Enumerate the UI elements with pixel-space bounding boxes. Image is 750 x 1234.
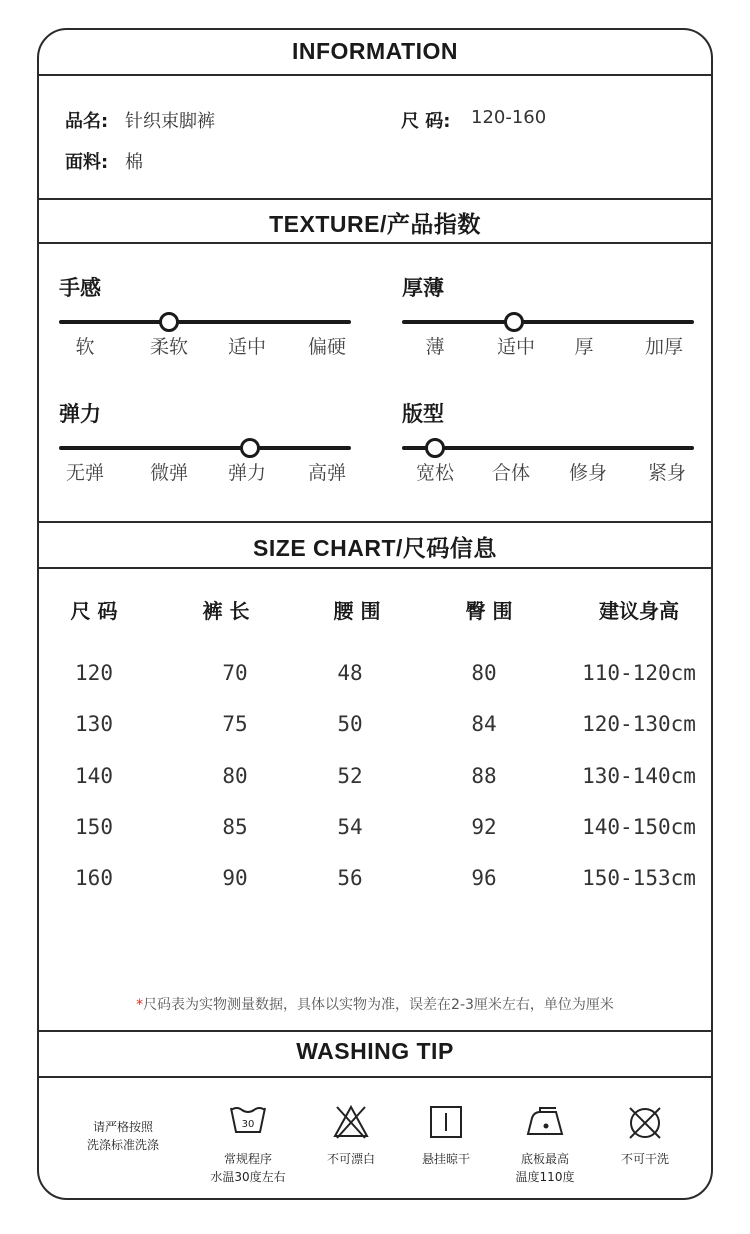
texture-slider-knob <box>159 312 179 332</box>
note-text: 尺码表为实物测量数据，具体以实物为准，误差在2-3厘米左右，单位为厘米 <box>143 997 614 1013</box>
texture-slider-knob <box>504 312 524 332</box>
size-chart-title: SIZE CHART/尺码信息 <box>253 535 497 561</box>
texture-tick-label: 偏硬 <box>307 336 347 358</box>
washing-intro <box>87 1118 159 1154</box>
table-cell: 84 <box>471 712 497 737</box>
texture-slider-track <box>402 320 694 324</box>
texture-group-title: 版型 <box>402 402 444 426</box>
wash-30-icon <box>228 1104 268 1138</box>
texture-group-title: 弹力 <box>59 402 101 426</box>
texture-slider-track <box>59 446 351 450</box>
name-value: 针织束脚裤 <box>125 111 215 132</box>
no-bleach-icon <box>332 1104 370 1140</box>
table-header-cell: 腰 围 <box>333 599 381 623</box>
iron-icon <box>526 1106 564 1138</box>
washing-caption <box>422 1150 470 1168</box>
note-star: * <box>136 997 144 1013</box>
table-cell: 120 <box>75 661 113 685</box>
washing-caption-line1: 常规程序 <box>223 1152 272 1166</box>
divider <box>39 74 711 76</box>
washing-caption <box>210 1150 285 1186</box>
table-cell: 150-153cm <box>582 866 696 891</box>
table-header-cell: 尺 码 <box>70 599 118 623</box>
washing-caption-line1: 底板最高 <box>520 1152 569 1166</box>
fabric-label: 面料: <box>65 152 109 173</box>
table-cell: 160 <box>75 866 113 891</box>
table-cell: 150 <box>75 814 113 839</box>
texture-tick-label: 柔软 <box>149 336 189 358</box>
table-cell: 52 <box>337 763 363 788</box>
washing-caption <box>621 1150 669 1168</box>
table-header-cell: 建议身高 <box>599 599 679 623</box>
divider <box>39 521 711 523</box>
table-cell: 120-130cm <box>582 712 696 737</box>
wash-temp-text: 30 <box>241 1119 255 1130</box>
table-cell: 70 <box>222 661 248 685</box>
washing-caption-line1: 不可干洗 <box>620 1152 670 1166</box>
table-header-cell: 臀 围 <box>465 599 513 623</box>
table-cell: 48 <box>337 661 363 685</box>
hang-dry-icon <box>429 1105 463 1139</box>
washing-caption-line1: 悬挂晾干 <box>421 1152 471 1166</box>
name-label: 品名: <box>65 111 109 132</box>
table-cell: 130-140cm <box>582 763 696 788</box>
texture-tick-label: 加厚 <box>644 336 684 358</box>
table-cell: 85 <box>222 814 248 839</box>
size-value: 120-160 <box>471 107 547 128</box>
table-cell: 75 <box>222 712 248 737</box>
texture-group-title: 手感 <box>59 276 101 300</box>
table-cell: 130 <box>75 712 113 737</box>
table-cell: 88 <box>471 763 497 788</box>
washing-caption-line1: 不可漂白 <box>326 1152 376 1166</box>
table-header-cell: 裤 长 <box>202 599 250 623</box>
table-cell: 140 <box>75 763 113 788</box>
divider <box>39 242 711 244</box>
info-card <box>37 28 713 1200</box>
divider <box>39 567 711 569</box>
texture-slider-knob <box>425 438 445 458</box>
table-cell: 96 <box>471 866 497 891</box>
fabric-value: 棉 <box>125 152 143 173</box>
table-cell: 50 <box>337 712 363 737</box>
divider <box>39 1030 711 1032</box>
texture-group-title: 厚薄 <box>402 276 444 300</box>
texture-tick-label: 弹力 <box>227 462 267 484</box>
washing-caption <box>516 1150 575 1186</box>
texture-tick-label: 厚 <box>574 336 594 358</box>
texture-tick-label: 微弹 <box>149 462 189 484</box>
no-dry-clean-icon <box>626 1104 664 1142</box>
texture-tick-label: 修身 <box>568 462 608 484</box>
divider <box>39 1076 711 1078</box>
table-cell: 80 <box>222 763 248 788</box>
texture-tick-label: 紧身 <box>647 462 687 484</box>
table-cell: 90 <box>222 866 248 891</box>
information-title: INFORMATION <box>291 38 459 64</box>
texture-tick-label: 宽松 <box>415 462 455 484</box>
divider <box>39 198 711 200</box>
texture-tick-label: 高弹 <box>307 462 347 484</box>
washing-caption <box>327 1150 375 1168</box>
texture-tick-label: 薄 <box>425 336 445 358</box>
texture-slider-knob <box>240 438 260 458</box>
washing-intro-line1: 请严格按照 <box>92 1120 154 1134</box>
texture-title: TEXTURE/产品指数 <box>269 211 481 237</box>
table-cell: 56 <box>337 866 363 891</box>
texture-tick-label: 无弹 <box>65 462 105 484</box>
texture-tick-label: 适中 <box>227 336 267 358</box>
table-cell: 54 <box>337 814 363 839</box>
texture-tick-label: 合体 <box>491 462 531 484</box>
size-label: 尺 码: <box>401 111 451 132</box>
table-cell: 110-120cm <box>582 661 696 685</box>
texture-slider-track <box>59 320 351 324</box>
washing-caption-line2: 水温30度左右 <box>210 1170 286 1184</box>
washing-caption-line2: 温度110度 <box>515 1170 575 1184</box>
table-cell: 140-150cm <box>582 814 696 839</box>
table-cell: 92 <box>471 814 497 839</box>
texture-slider-track <box>402 446 694 450</box>
texture-tick-label: 软 <box>75 336 95 358</box>
washing-title: WASHING TIP <box>296 1038 454 1064</box>
washing-intro-line2: 洗涤标准洗涤 <box>86 1138 160 1152</box>
table-cell: 80 <box>471 661 497 685</box>
texture-tick-label: 适中 <box>496 336 536 358</box>
size-note <box>39 994 711 1014</box>
